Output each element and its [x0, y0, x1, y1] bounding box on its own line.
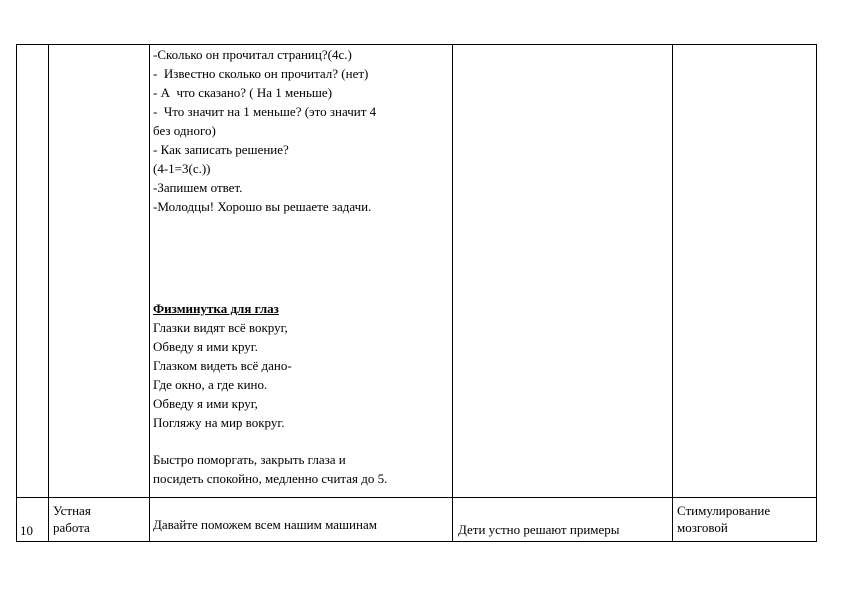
notes	[677, 502, 770, 536]
poem-line: Погляжу на мир вокруг.	[153, 415, 285, 430]
teacher-activity: Давайте поможем всем нашим машинам	[153, 517, 377, 532]
stage-line: работа	[53, 520, 90, 535]
col-border-1	[48, 44, 49, 542]
row-divider	[16, 497, 817, 498]
poem-line: Обведу я ими круг,	[153, 396, 258, 411]
poem-line: Глазком видеть всё дано-	[153, 358, 292, 373]
col-border-3	[452, 44, 453, 542]
poem-line: Где окно, а где кино.	[153, 377, 268, 392]
notes-line: Стимулирование	[677, 503, 771, 518]
dialogue-line: - А что сказано? ( На 1 меньше)	[153, 85, 333, 100]
poem-line: Глазки видят всё вокруг,	[153, 320, 288, 335]
dialogue-line: без одного)	[153, 123, 216, 138]
stage-name	[53, 502, 91, 536]
exercise-title: Физминутка для глаз	[153, 301, 279, 316]
exercise-instruction	[153, 450, 387, 488]
dialogue-line: -Молодцы! Хорошо вы решаете задачи.	[153, 199, 372, 214]
table-bottom-border	[16, 541, 817, 542]
dialogue-line: - Как записать решение?	[153, 142, 289, 157]
dialogue-line: -Сколько он прочитал страниц?(4с.)	[153, 47, 352, 62]
dialogue-line: -Запишем ответ.	[153, 180, 243, 195]
col-border-right	[816, 44, 817, 542]
teacher-dialogue	[153, 45, 376, 216]
dialogue-line: - Что значит на 1 меньше? (это значит 4	[153, 104, 377, 119]
instruction-line: посидеть спокойно, медленно считая до 5.	[153, 471, 388, 486]
eye-exercise	[153, 299, 292, 432]
col-border-4	[672, 44, 673, 542]
col-border-2	[149, 44, 150, 542]
col-border-left	[16, 44, 17, 542]
notes-line: мозговой	[677, 520, 728, 535]
student-activity: Дети устно решают примеры	[458, 522, 620, 537]
row-number: 10	[20, 523, 33, 538]
dialogue-line: - Известно сколько он прочитал? (нет)	[153, 66, 369, 81]
poem-line: Обведу я ими круг.	[153, 339, 258, 354]
dialogue-line: (4-1=3(с.))	[153, 161, 211, 176]
table-top-border	[16, 44, 817, 45]
instruction-line: Быстро поморгать, закрыть глаза и	[153, 452, 346, 467]
stage-line: Устная	[53, 503, 91, 518]
